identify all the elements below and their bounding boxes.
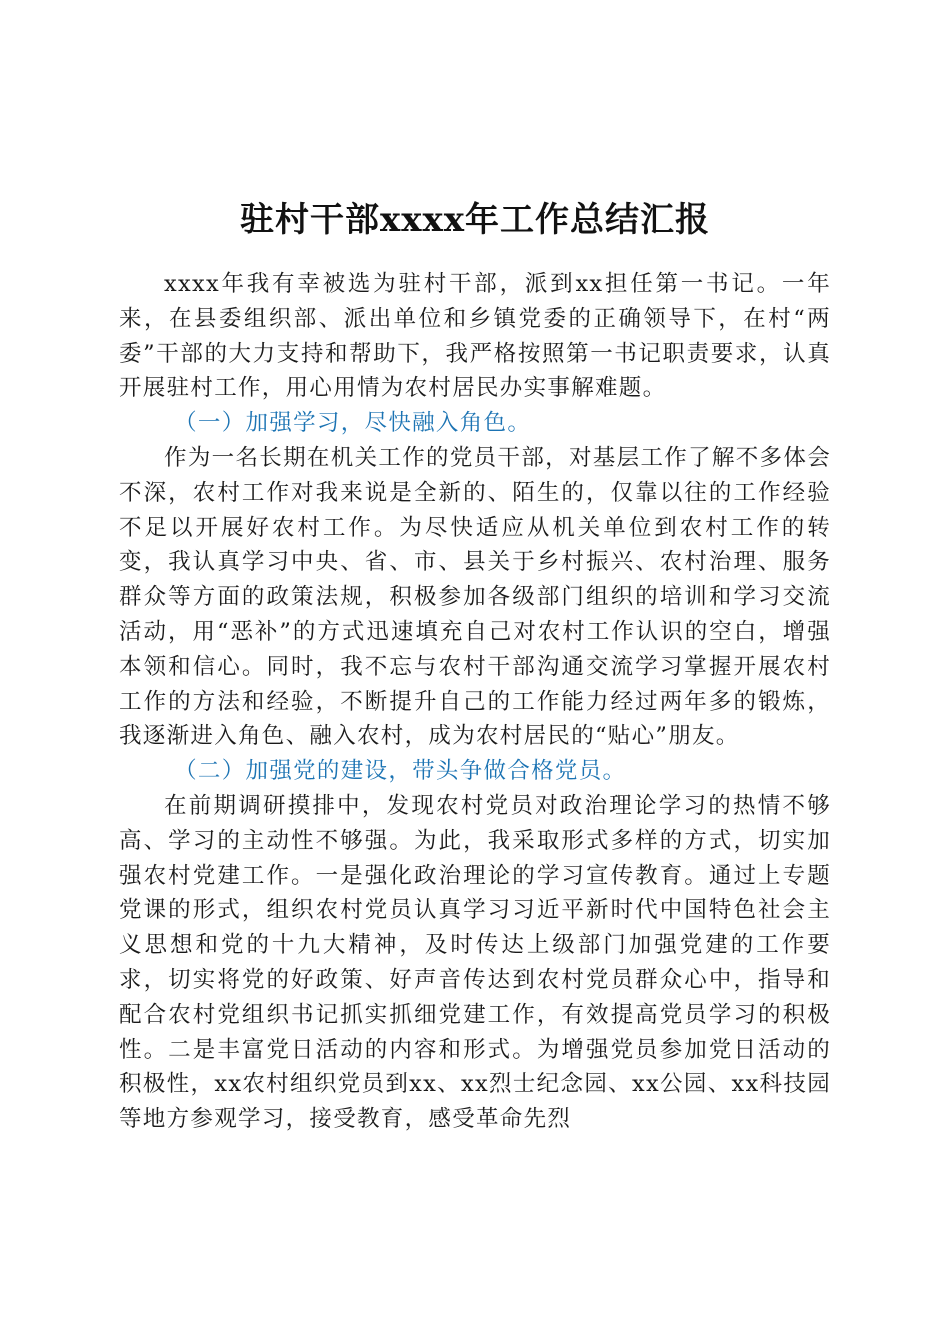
- section-heading-2: （二）加强党的建设，带头争做合格党员。: [174, 758, 627, 785]
- section-2-paragraph: 在前期调研摸排中，发现农村党员对政治理论学习的热情不够高、学习的主动性不够强。为此，我采取形式多样的方式，切实加强农村党建工作。一是强化政治理论的学习宣传教育。通过上专题党课的形式，组织农村党员认真学习习近平新时代中国特色社会主义思想和党的十九大精神，及时传达上级部门加强党建的工作要求，切实将党的好政策、好声音传达到农村党员群众心中，指导和配合农村党组织书记抓实抓细党建工作，有效提高党员学习的积极性。二是丰富党日活动的内容和形式。为增强党员参加党日活动的积极性，xx农村组织党员到xx、xx烈士纪念园、xx公园、xx科技园等地方参观学习，接受教育，感受革命先烈: [119, 792, 831, 1133]
- document-title: 驻村干部xxxx年工作总结汇报: [239, 200, 711, 240]
- section-1-paragraph: 作为一名长期在机关工作的党员干部，对基层工作了解不多体会不深，农村工作对我来说是全新的、陌生的，仅靠以往的工作经验不足以开展好农村工作。为尽快适应从机关单位到农村工作的转变，我认真学习中央、省、市、县关于乡村振兴、农村治理、服务群众等方面的政策法规，积极参加各级部门组织的培训和学习交流活动，用“恶补”的方式迅速填充自己对农村工作认识的空白，增强本领和信心。同时，我不忘与农村干部沟通交流学习掌握开展农村工作的方法和经验，不断提升自己的工作能力经过两年多的锻炼，我逐渐进入角色、融入农村，成为农村居民的“贴心”朋友。: [119, 444, 831, 750]
- section-heading-1: （一）加强学习，尽快融入角色。: [174, 410, 532, 437]
- intro-paragraph: xxxx年我有幸被选为驻村干部，派到xx担任第一书记。一年来，在县委组织部、派出单位和乡镇党委的正确领导下，在村“两委”干部的大力支持和帮助下，我严格按照第一书记职责要求，认真开展驻村工作，用心用情为农村居民办实事解难题。: [119, 271, 831, 402]
- document-body: [119, 267, 831, 1137]
